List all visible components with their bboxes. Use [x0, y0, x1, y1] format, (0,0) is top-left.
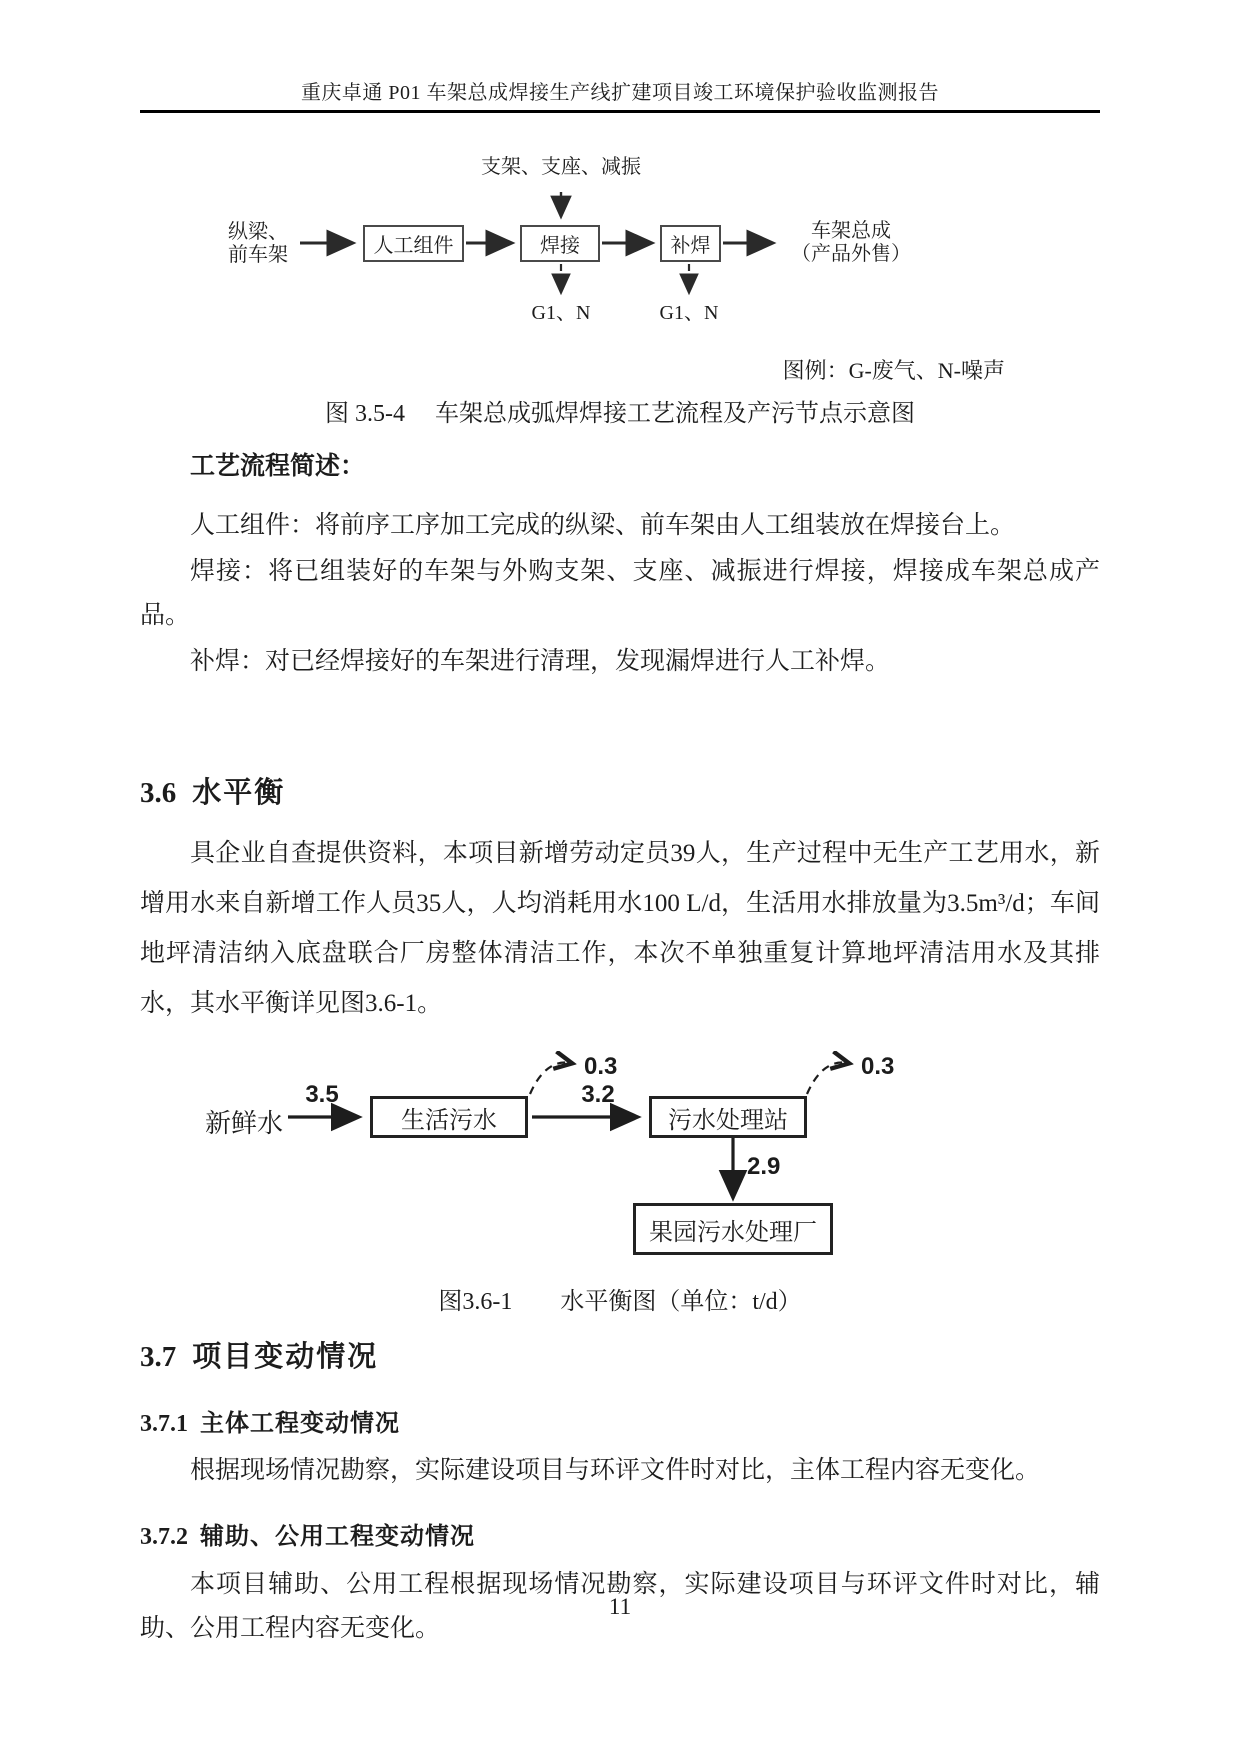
figure-caption-3-6-1: 图3.6-1 水平衡图（单位：t/d）: [438, 1289, 802, 1315]
water-source-label: 新鲜水: [205, 1109, 284, 1138]
water-value-loss-2: 0.3: [861, 1053, 895, 1080]
process-flow-diagram: [180, 140, 940, 340]
water-value-to-plant: 2.9: [747, 1153, 781, 1180]
flow-box-assembly: 人工组件: [363, 225, 464, 262]
flow-box-welding: 焊接: [520, 225, 600, 262]
flow-output-line1: 车架总成: [811, 220, 891, 242]
water-value-supply: 3.5: [305, 1081, 339, 1108]
section-3-7-2-heading: [140, 1516, 1100, 1551]
section-3-7-1-paragraph: 根据现场情况勘察，实际建设项目与环评文件时对比，主体工程内容无变化。: [190, 1457, 1041, 1484]
section-3-6-paragraph: 具企业自查提供资料，本项目新增劳动定员39人，生产过程中无生产工艺用水，新增用水来自新增工作人员35人，人均消耗用水100 L/d，生活用水排放量为3.5m³/d；车间地坪清洁纳入底盘联合厂房整体清洁工作，本次不单独重复计算地坪清洁用水及其排水，其水平衡详见图3.6-1。: [140, 840, 1100, 1017]
section-3-7-heading: [140, 1334, 1100, 1375]
flow-input-top-label: 支架、支座、减振: [481, 156, 641, 178]
water-value-to-station: 3.2: [581, 1081, 615, 1108]
header-title: 重庆卓通 P01 车架总成焊接生产线扩建项目竣工环境保护验收监测报告: [300, 82, 940, 104]
flow-box-repair-weld: 补焊: [660, 225, 721, 262]
process-description-section: [0, 446, 1240, 1029]
flow-output-line2: （产品外售）: [791, 243, 911, 265]
section-3-7-2-title: 辅助、公用工程变动情况: [200, 1523, 475, 1550]
section-3-7-1-heading: [140, 1403, 1100, 1438]
water-value-loss-1: 0.3: [584, 1053, 618, 1080]
flow-emission-label-2: G1、N: [659, 302, 719, 324]
section-3-6-number: 3.6: [140, 777, 177, 809]
section-3-7-2-paragraph: 本项目辅助、公用工程根据现场情况勘察，实际建设项目与环评文件时对比，辅助、公用工程内容无变化。: [140, 1571, 1100, 1642]
flow-input-left-label: [220, 221, 296, 267]
figure-legend: 图例：G-废气、N-噪声: [782, 358, 1005, 383]
flow-input-left-line2: 前车架: [228, 244, 288, 266]
process-description-par-2: 焊接：将已组装好的车架与外购支架、支座、减振进行焊接，焊接成车架总成产品。: [140, 558, 1100, 629]
water-box-sewage: 生活污水: [370, 1096, 528, 1138]
process-description-par-3: 补焊：对已经焊接好的车架进行清理，发现漏焊进行人工补焊。: [190, 648, 891, 675]
process-description-heading: 工艺流程简述：: [190, 452, 366, 480]
flow-output-label: [788, 220, 914, 266]
flow-input-left-line1: 纵梁、: [228, 221, 288, 243]
section-3-7-2-number: 3.7.2: [140, 1524, 188, 1550]
arrow-loss-2: [807, 1063, 847, 1094]
figure-caption-3-5-4: 图 3.5-4 车架总成弧焊焊接工艺流程及产污节点示意图: [325, 401, 915, 427]
section-3-6-title: 水平衡: [192, 777, 286, 809]
page-number: 11: [608, 1594, 632, 1619]
page-header: [140, 0, 1100, 113]
section-3-7-number: 3.7: [140, 1341, 177, 1373]
water-box-station: 污水处理站: [649, 1096, 807, 1138]
process-description-par-1: 人工组件：将前序工序加工完成的纵梁、前车架由人工组装放在焊接台上。: [190, 512, 1016, 539]
flow-emission-label-1: G1、N: [531, 302, 591, 324]
section-3-6-heading: [140, 770, 1100, 811]
section-3-7-title: 项目变动情况: [192, 1341, 379, 1373]
water-balance-diagram: [180, 1051, 960, 1261]
water-box-plant: 果园污水处理厂: [633, 1203, 833, 1255]
section-3-7-1-title: 主体工程变动情况: [200, 1410, 400, 1437]
arrow-loss-1: [530, 1063, 570, 1094]
section-3-7-1-number: 3.7.1: [140, 1411, 188, 1437]
